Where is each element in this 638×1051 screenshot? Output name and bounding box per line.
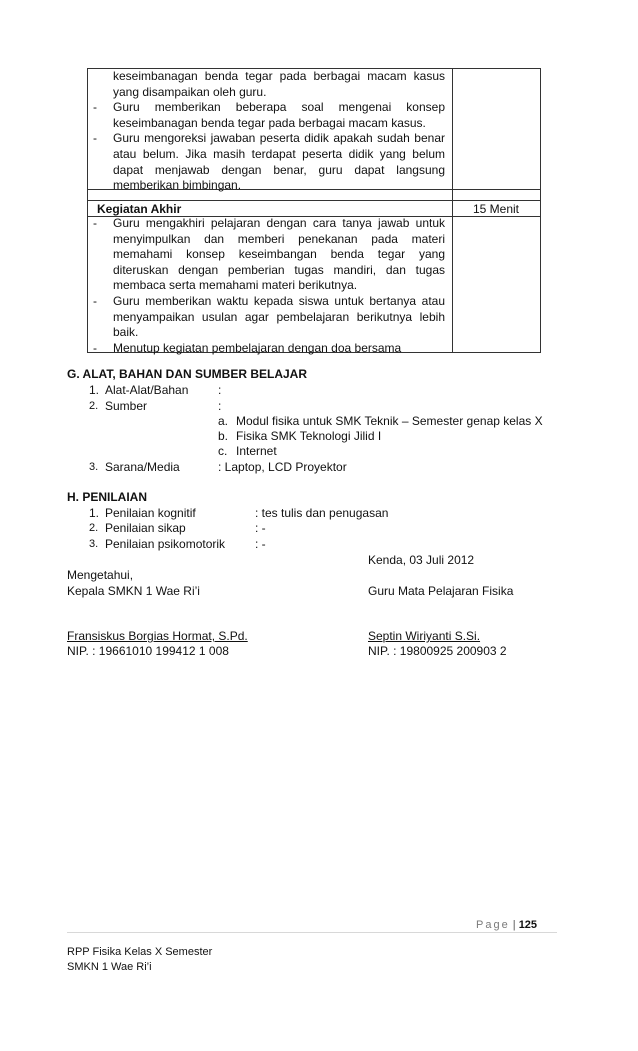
item-label: Penilaian sikap — [105, 521, 186, 535]
list-item — [88, 294, 451, 341]
source-letter: c. — [218, 444, 228, 458]
page-separator: | — [512, 919, 516, 931]
section-duration: 15 Menit — [472, 202, 520, 216]
source-text: Internet — [236, 444, 277, 458]
teacher-name: Septin Wiriyanti S.Si. — [368, 629, 481, 643]
source-text: Modul fisika untuk SMK Teknik – Semester genap kelas X — [236, 414, 543, 428]
list-dash: - — [93, 340, 97, 355]
list-dash: - — [93, 100, 97, 115]
section-title-kegiatan-akhir: Kegiatan Akhir — [97, 202, 182, 216]
item-value: : — [218, 399, 222, 413]
item-value: : - — [255, 521, 266, 535]
item-label: Alat-Alat/Bahan — [105, 383, 189, 397]
list-item-text: keseimbanagan benda tegar pada berbagai macam kasus yang disampaikan oleh guru. — [113, 69, 445, 99]
list-dash: - — [93, 131, 97, 146]
section-h-heading: H. PENILAIAN — [67, 490, 148, 504]
table-cell-activities-top — [88, 69, 451, 194]
activity-table — [87, 68, 541, 353]
source-text: Fisika SMK Teknologi Jilid I — [236, 429, 382, 443]
list-item — [88, 69, 451, 100]
item-value: : tes tulis dan penugasan — [255, 506, 389, 520]
list-dash: - — [93, 216, 97, 230]
list-item — [88, 216, 451, 294]
list-item — [88, 100, 451, 131]
item-number: 2. — [89, 400, 99, 412]
principal-name: Fransiskus Borgias Hormat, S.Pd. — [67, 629, 248, 643]
item-number: 3. — [89, 461, 99, 473]
list-item-text: Guru mengoreksi jawaban peserta didik apakah sudah benar atau belum. Jika masih terdapat peserta didik yang belum dapat menjawab dengan benar, guru dapat langsung memberikan bimbingan. — [113, 131, 445, 193]
page-number-block — [476, 919, 537, 931]
list-item-text: Guru memberikan waktu kepada siswa untuk bertanya atau menyampaikan usulan agar pembelajaran berikutnya lebih baik. — [113, 293, 445, 340]
item-number: 1. — [89, 506, 100, 520]
footer-line-2: SMKN 1 Wae Ri’i — [67, 961, 152, 973]
item-value: : Laptop, LCD Proyektor — [218, 460, 347, 474]
section-g-heading: G. ALAT, BAHAN DAN SUMBER BELAJAR — [67, 367, 307, 381]
item-number: 2. — [89, 522, 99, 534]
teacher-nip: NIP. : 19800925 200903 2 — [368, 644, 507, 658]
footer-rule — [67, 932, 557, 933]
item-label: Penilaian kognitif — [105, 506, 196, 520]
principal-role: Kepala SMKN 1 Wae Ri’i — [67, 584, 200, 598]
source-letter: a. — [218, 414, 229, 428]
place-date: Kenda, 03 Juli 2012 — [368, 553, 475, 567]
item-label: Sarana/Media — [105, 460, 180, 474]
page-number: 125 — [518, 919, 538, 931]
list-item — [88, 131, 451, 193]
teacher-role: Guru Mata Pelajaran Fisika — [368, 584, 514, 598]
table-row-divider — [88, 200, 540, 201]
table-row-divider — [88, 189, 540, 190]
page-label: Page — [476, 919, 510, 931]
principal-nip: NIP. : 19661010 199412 1 008 — [67, 644, 229, 658]
item-number: 1. — [89, 383, 100, 397]
item-label: Penilaian psikomotorik — [105, 537, 226, 551]
item-value: : — [218, 383, 222, 397]
list-item-text: Guru mengakhiri pelajaran dengan cara tanya jawab untuk menyimpulkan dan memberi penekanan pada materi memahami konsep keseimbangan benda tegar yang diteruskan dengan pemberian tugas mandiri, dan tugas membaca serta memahami materi berikutnya. — [113, 216, 445, 293]
item-value: : - — [255, 537, 266, 551]
list-item-text: Menutup kegiatan pembelajaran dengan doa bersama — [113, 340, 402, 355]
footer-line-1: RPP Fisika Kelas X Semester — [67, 946, 213, 958]
list-dash: - — [93, 293, 97, 308]
source-letter: b. — [218, 429, 229, 443]
item-number: 3. — [89, 538, 99, 550]
table-cell-activities-bottom — [88, 216, 451, 356]
item-label: Sumber — [105, 399, 148, 413]
list-item — [88, 341, 451, 357]
acknowledgement-label: Mengetahui, — [67, 568, 134, 582]
list-item-text: Guru memberikan beberapa soal mengenai konsep keseimbanagan benda tegar pada berbagai macam kasus. — [113, 100, 445, 130]
